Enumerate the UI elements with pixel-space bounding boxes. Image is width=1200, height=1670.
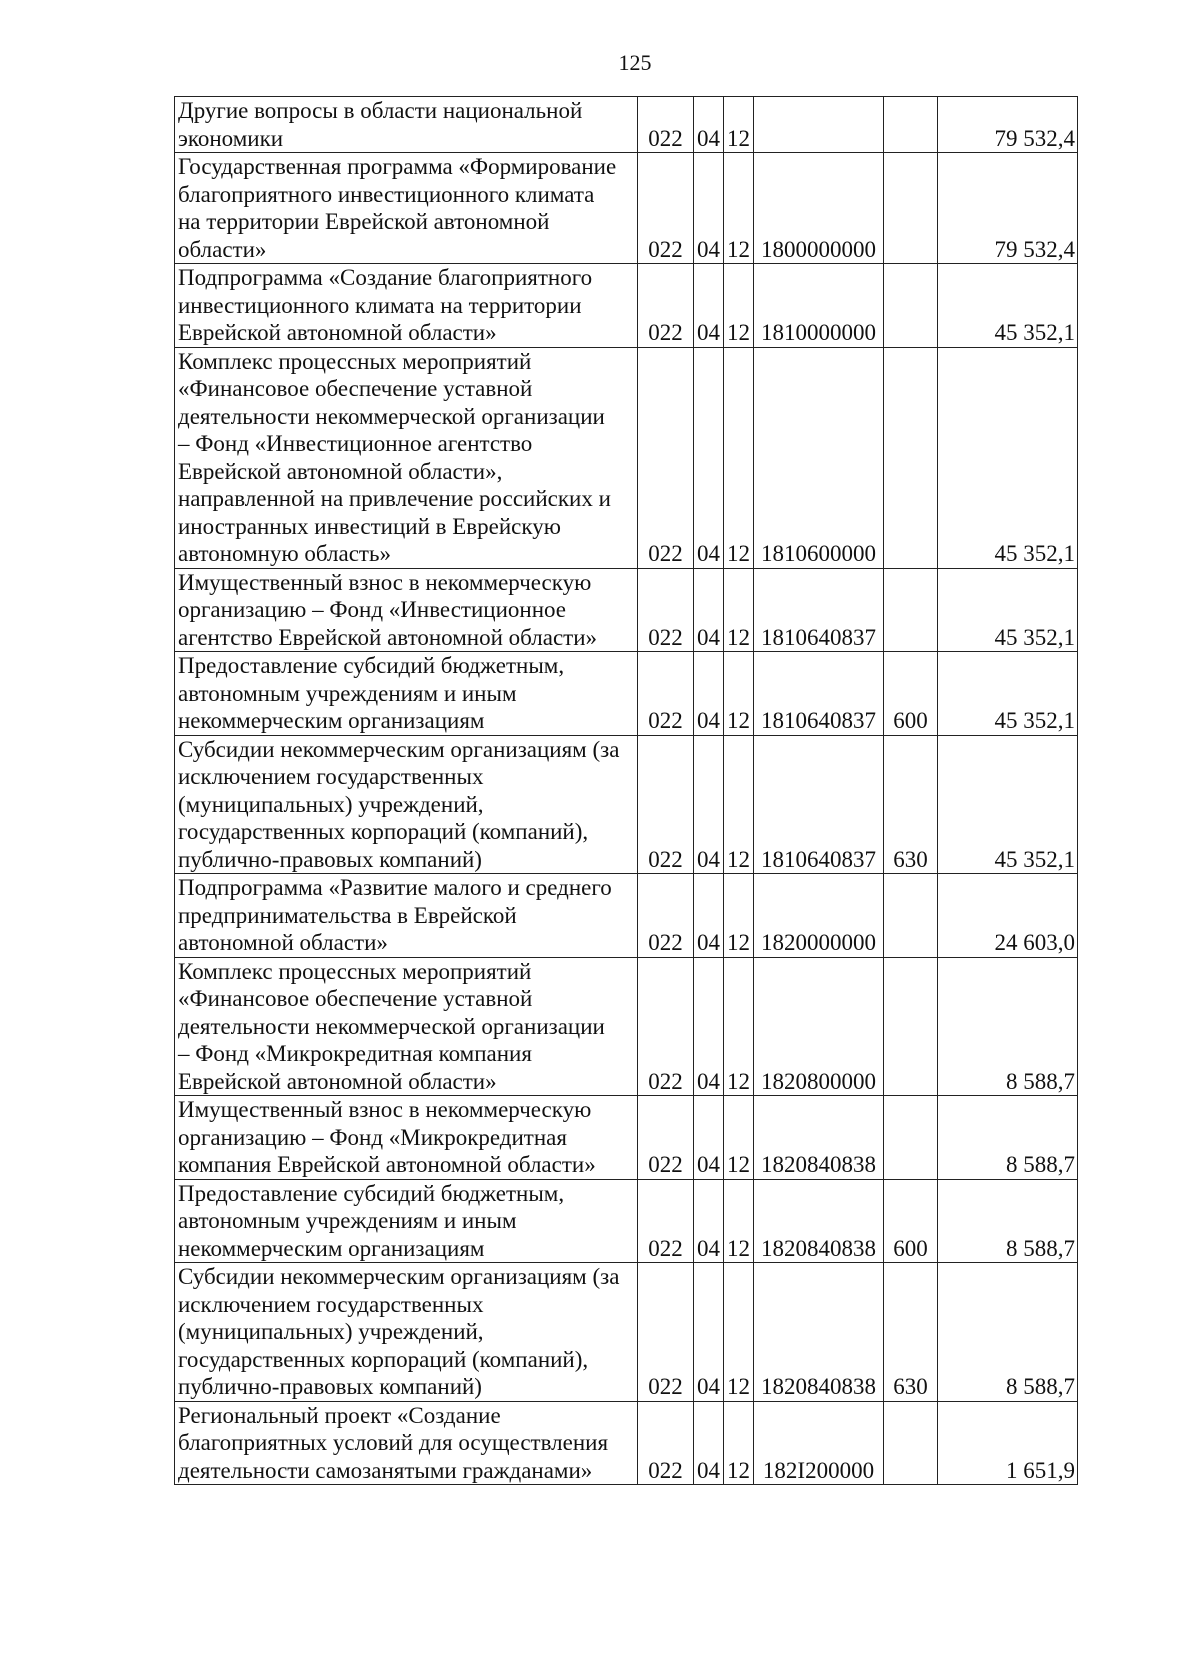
item-name-line: предпринимательства в Еврейской bbox=[178, 902, 517, 928]
grbs-cell: 022 bbox=[638, 264, 694, 348]
target-article-cell: 182I200000 bbox=[754, 1401, 884, 1485]
section-cell: 04 bbox=[694, 264, 724, 348]
expense-type-cell bbox=[884, 264, 938, 348]
grbs-cell: 022 bbox=[638, 957, 694, 1096]
subsection-cell: 12 bbox=[724, 1401, 754, 1485]
item-name-line: организацию – Фонд «Микрокредитная bbox=[178, 1124, 567, 1150]
table-row bbox=[175, 735, 1078, 874]
item-name-line: деятельности самозанятыми гражданами» bbox=[178, 1457, 593, 1483]
item-name-cell bbox=[175, 347, 638, 568]
subsection-cell: 12 bbox=[724, 957, 754, 1096]
target-article-cell: 1820000000 bbox=[754, 874, 884, 958]
item-name-cell bbox=[175, 652, 638, 736]
item-name-line: организацию – Фонд «Инвестиционное bbox=[178, 597, 567, 622]
item-name-line: автономным учреждениям и иным bbox=[178, 680, 517, 706]
grbs-cell: 022 bbox=[638, 97, 694, 153]
item-name-line: Имущественный взнос в некоммерческую bbox=[178, 569, 592, 595]
item-name-line: исключением государственных bbox=[178, 764, 484, 789]
item-name-cell bbox=[175, 264, 638, 348]
section-cell: 04 bbox=[694, 1263, 724, 1402]
item-name-line: Комплекс процессных мероприятий bbox=[178, 958, 532, 984]
expense-type-cell bbox=[884, 1401, 938, 1485]
item-name-line: «Финансовое обеспечение уставной bbox=[178, 376, 533, 401]
table-row bbox=[175, 652, 1078, 736]
item-name-line: Комплекс процессных мероприятий bbox=[178, 348, 532, 374]
item-name-line: области» bbox=[178, 236, 267, 262]
amount-cell: 79 532,4 bbox=[938, 97, 1078, 153]
subsection-cell: 12 bbox=[724, 1179, 754, 1263]
section-cell: 04 bbox=[694, 735, 724, 874]
amount-cell: 45 352,1 bbox=[938, 735, 1078, 874]
subsection-cell: 12 bbox=[724, 264, 754, 348]
subsection-cell: 12 bbox=[724, 652, 754, 736]
target-article-cell: 1810640837 bbox=[754, 652, 884, 736]
expense-type-cell: 600 bbox=[884, 652, 938, 736]
amount-cell: 45 352,1 bbox=[938, 264, 1078, 348]
item-name-line: Еврейской автономной области» bbox=[178, 320, 497, 345]
item-name-line: деятельности некоммерческой организации bbox=[178, 403, 605, 429]
target-article-cell bbox=[754, 97, 884, 153]
expense-type-cell bbox=[884, 1096, 938, 1180]
table-row bbox=[175, 1263, 1078, 1402]
grbs-cell: 022 bbox=[638, 347, 694, 568]
section-cell: 04 bbox=[694, 97, 724, 153]
subsection-cell: 12 bbox=[724, 874, 754, 958]
expense-type-cell: 630 bbox=[884, 735, 938, 874]
item-name-line: Имущественный взнос в некоммерческую bbox=[178, 1097, 592, 1122]
grbs-cell: 022 bbox=[638, 652, 694, 736]
subsection-cell: 12 bbox=[724, 1263, 754, 1402]
item-name-line: Субсидии некоммерческим организациям (за bbox=[178, 1264, 620, 1289]
section-cell: 04 bbox=[694, 957, 724, 1096]
section-cell: 04 bbox=[694, 568, 724, 652]
grbs-cell: 022 bbox=[638, 153, 694, 264]
expense-type-cell bbox=[884, 957, 938, 1096]
table-row bbox=[175, 568, 1078, 652]
budget-table bbox=[174, 96, 1078, 1485]
item-name-line: государственных корпораций (компаний), bbox=[178, 1346, 589, 1372]
item-name-line: Еврейской автономной области», bbox=[178, 458, 503, 484]
table-row bbox=[175, 153, 1078, 264]
section-cell: 04 bbox=[694, 1401, 724, 1485]
expense-type-cell bbox=[884, 347, 938, 568]
target-article-cell: 1820840838 bbox=[754, 1096, 884, 1180]
item-name-cell bbox=[175, 568, 638, 652]
target-article-cell: 1810000000 bbox=[754, 264, 884, 348]
item-name-line: «Финансовое обеспечение уставной bbox=[178, 986, 533, 1011]
item-name-line: Предоставление субсидий бюджетным, bbox=[178, 653, 565, 678]
expense-type-cell bbox=[884, 153, 938, 264]
item-name-line: иностранных инвестиций в Еврейскую bbox=[178, 513, 561, 539]
item-name-line: на территории Еврейской автономной bbox=[178, 209, 550, 234]
item-name-cell bbox=[175, 97, 638, 153]
table-row bbox=[175, 1401, 1078, 1485]
item-name-line: благоприятных условий для осуществления bbox=[178, 1430, 609, 1455]
amount-cell: 8 588,7 bbox=[938, 1096, 1078, 1180]
target-article-cell: 1820800000 bbox=[754, 957, 884, 1096]
expense-type-cell bbox=[884, 874, 938, 958]
target-article-cell: 1820840838 bbox=[754, 1179, 884, 1263]
amount-cell: 45 352,1 bbox=[938, 347, 1078, 568]
section-cell: 04 bbox=[694, 1096, 724, 1180]
page-number: 125 bbox=[618, 50, 652, 75]
amount-cell: 45 352,1 bbox=[938, 568, 1078, 652]
table-body bbox=[175, 97, 1078, 1485]
item-name-line: некоммерческим организациям bbox=[178, 1235, 485, 1261]
table-row bbox=[175, 97, 1078, 153]
subsection-cell: 12 bbox=[724, 735, 754, 874]
item-name-cell bbox=[175, 153, 638, 264]
item-name-line: благоприятного инвестиционного климата bbox=[178, 181, 595, 207]
expense-type-cell: 630 bbox=[884, 1263, 938, 1402]
item-name-cell bbox=[175, 1179, 638, 1263]
expense-type-cell bbox=[884, 568, 938, 652]
section-cell: 04 bbox=[694, 153, 724, 264]
item-name-cell bbox=[175, 1401, 638, 1485]
item-name-cell bbox=[175, 957, 638, 1096]
amount-cell: 8 588,7 bbox=[938, 957, 1078, 1096]
item-name-line: компания Еврейской автономной области» bbox=[178, 1152, 596, 1177]
item-name-line: Другие вопросы в области национальной bbox=[178, 98, 583, 123]
item-name-line: – Фонд «Микрокредитная компания bbox=[178, 1041, 532, 1066]
item-name-line: Субсидии некоммерческим организациям (за bbox=[178, 736, 620, 762]
target-article-cell: 1810640837 bbox=[754, 735, 884, 874]
item-name-line: деятельности некоммерческой организации bbox=[178, 1013, 605, 1039]
amount-cell: 79 532,4 bbox=[938, 153, 1078, 264]
section-cell: 04 bbox=[694, 347, 724, 568]
table-row bbox=[175, 957, 1078, 1096]
grbs-cell: 022 bbox=[638, 874, 694, 958]
target-article-cell: 1800000000 bbox=[754, 153, 884, 264]
item-name-line: экономики bbox=[178, 125, 284, 151]
amount-cell: 8 588,7 bbox=[938, 1263, 1078, 1402]
amount-cell: 24 603,0 bbox=[938, 874, 1078, 958]
section-cell: 04 bbox=[694, 652, 724, 736]
subsection-cell: 12 bbox=[724, 153, 754, 264]
item-name-line: агентство Еврейской автономной области» bbox=[178, 624, 598, 650]
item-name-line: Региональный проект «Создание bbox=[178, 1402, 501, 1428]
grbs-cell: 022 bbox=[638, 1401, 694, 1485]
item-name-cell bbox=[175, 874, 638, 958]
table-row bbox=[175, 1179, 1078, 1263]
expense-type-cell bbox=[884, 97, 938, 153]
expense-type-cell: 600 bbox=[884, 1179, 938, 1263]
item-name-line: государственных корпораций (компаний), bbox=[178, 819, 589, 844]
table-row bbox=[175, 347, 1078, 568]
item-name-line: некоммерческим организациям bbox=[178, 708, 485, 733]
grbs-cell: 022 bbox=[638, 1096, 694, 1180]
item-name-line: автономную область» bbox=[178, 541, 391, 566]
subsection-cell: 12 bbox=[724, 347, 754, 568]
amount-cell: 8 588,7 bbox=[938, 1179, 1078, 1263]
grbs-cell: 022 bbox=[638, 1263, 694, 1402]
item-name-line: публично-правовых компаний) bbox=[178, 1374, 482, 1399]
item-name-line: инвестиционного климата на территории bbox=[178, 292, 582, 318]
item-name-line: Подпрограмма «Создание благоприятного bbox=[178, 265, 593, 290]
grbs-cell: 022 bbox=[638, 568, 694, 652]
item-name-line: – Фонд «Инвестиционное агентство bbox=[178, 431, 533, 456]
section-cell: 04 bbox=[694, 874, 724, 958]
item-name-line: (муниципальных) учреждений, bbox=[178, 791, 484, 817]
section-cell: 04 bbox=[694, 1179, 724, 1263]
item-name-line: направленной на привлечение российских и bbox=[178, 486, 611, 511]
amount-cell: 45 352,1 bbox=[938, 652, 1078, 736]
table-row bbox=[175, 1096, 1078, 1180]
item-name-line: публично-правовых компаний) bbox=[178, 846, 482, 872]
item-name-line: Еврейской автономной области» bbox=[178, 1068, 497, 1094]
target-article-cell: 1820840838 bbox=[754, 1263, 884, 1402]
item-name-cell bbox=[175, 735, 638, 874]
target-article-cell: 1810640837 bbox=[754, 568, 884, 652]
item-name-line: Предоставление субсидий бюджетным, bbox=[178, 1180, 565, 1206]
item-name-line: Подпрограмма «Развитие малого и среднего bbox=[178, 875, 612, 900]
item-name-cell bbox=[175, 1263, 638, 1402]
table-row bbox=[175, 264, 1078, 348]
item-name-line: автономным учреждениям и иным bbox=[178, 1208, 517, 1233]
item-name-line: (муниципальных) учреждений, bbox=[178, 1319, 484, 1344]
table-row bbox=[175, 874, 1078, 958]
item-name-line: Государственная программа «Формирование bbox=[178, 154, 617, 179]
item-name-line: исключением государственных bbox=[178, 1291, 484, 1317]
subsection-cell: 12 bbox=[724, 568, 754, 652]
target-article-cell: 1810600000 bbox=[754, 347, 884, 568]
grbs-cell: 022 bbox=[638, 1179, 694, 1263]
subsection-cell: 12 bbox=[724, 1096, 754, 1180]
subsection-cell: 12 bbox=[724, 97, 754, 153]
item-name-line: автономной области» bbox=[178, 930, 388, 955]
grbs-cell: 022 bbox=[638, 735, 694, 874]
amount-cell: 1 651,9 bbox=[938, 1401, 1078, 1485]
item-name-cell bbox=[175, 1096, 638, 1180]
